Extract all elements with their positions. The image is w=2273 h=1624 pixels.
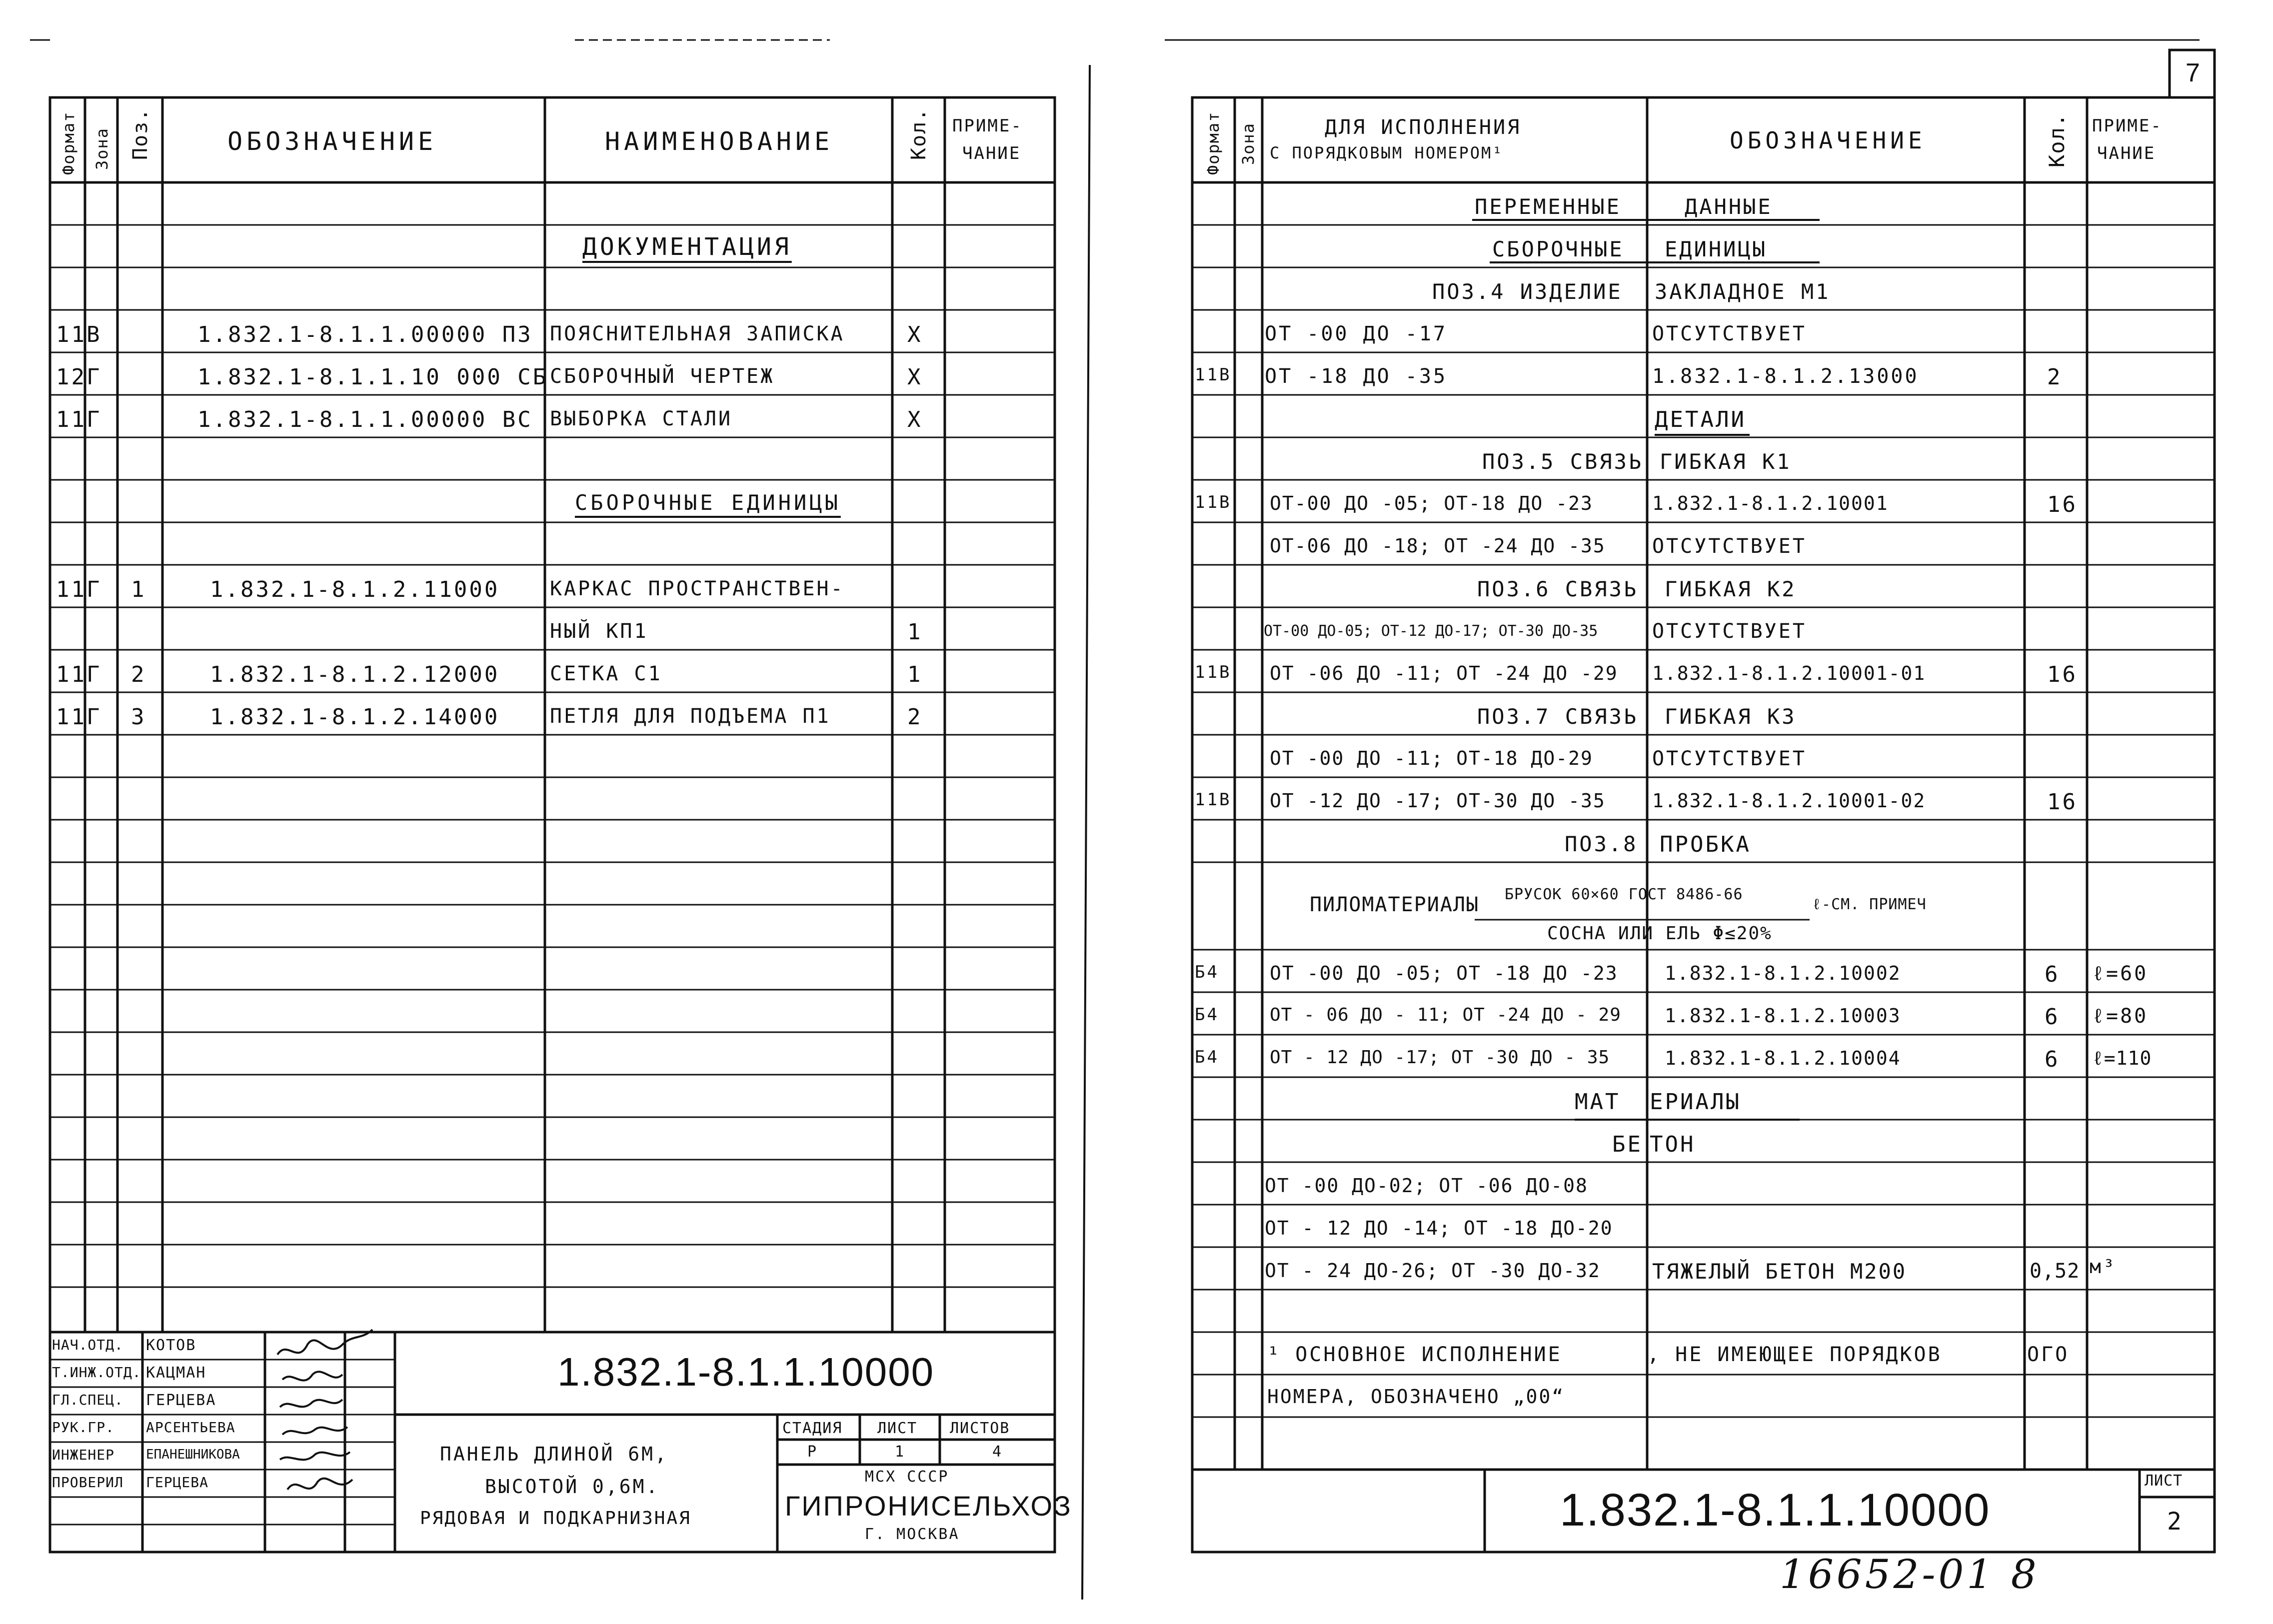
person: ЕПАНЕШНИКОВА (146, 1447, 240, 1462)
section-materials-b: ЕРИАЛЫ (1650, 1089, 1741, 1115)
row-designation: ОТСУТСТВУЕТ (1652, 322, 1807, 345)
col-note-header-2: ЧАНИЕ (2097, 143, 2156, 163)
role: НАЧ.ОТД. (52, 1337, 123, 1353)
row-pos: 2 (131, 662, 146, 687)
row-name: СБОРОЧНЫЙ ЧЕРТЕЖ (550, 365, 775, 388)
row-exec: ОТ - 12 ДО -14; ОТ -18 ДО-20 (1265, 1217, 1613, 1239)
stage-value: Р (807, 1443, 818, 1461)
sheet-value: 2 (2167, 1508, 2184, 1536)
footnote-line-1b: , НЕ ИМЕЮЩЕЕ ПОРЯДКОВ (1647, 1343, 1942, 1366)
col-format-header: Формат (59, 111, 78, 175)
role: Т.ИНЖ.ОТД. (52, 1364, 141, 1381)
row-designation: 1.832.1-8.1.2.10002 (1665, 962, 1901, 984)
desc-line: ПАНЕЛЬ ДЛИНОЙ 6М, (440, 1443, 668, 1465)
row-pos: 1 (131, 577, 146, 602)
row-exec: ОТ -18 ДО -35 (1265, 365, 1448, 388)
row-right-text: ЕДИНИЦЫ (1665, 237, 1768, 261)
row-format: 11В (56, 322, 102, 347)
row-left-text: ПОЗ.4 ИЗДЕЛИЕ (1432, 279, 1623, 304)
col-note-header-1: ПРИМЕ- (952, 116, 1023, 136)
row-qty: 6 (2045, 1047, 2060, 1072)
org-name: ГИПРОНИСЕЛЬХОЗ (785, 1490, 1072, 1522)
col-format-header: Формат (1204, 111, 1223, 175)
row-exec: ОТ - 12 ДО -17; ОТ -30 ДО - 35 (1270, 1047, 1610, 1068)
row-right-text: ДАННЫЕ (1685, 194, 1773, 219)
row-format: 11Г (56, 704, 102, 730)
row-designation: ОТСУТСТВУЕТ (1652, 620, 1807, 643)
col-zone-header: Зона (1239, 122, 1258, 165)
row-designation: 1.832.1-8.1.1.00000 ВС (197, 407, 533, 432)
col-note-header-2: ЧАНИЕ (962, 143, 1021, 163)
row-format: 11В (1195, 365, 1232, 385)
row-designation: ТЯЖЕЛЫЙ БЕТОН М200 (1652, 1259, 1907, 1284)
col-pos-header: Поз. (129, 107, 152, 160)
col-qty-header: Кол. (907, 107, 930, 160)
org-city: Г. МОСКВА (865, 1526, 960, 1543)
row-exec: ОТ -00 ДО -17 (1265, 322, 1448, 345)
row-note: ℓ=110 (2092, 1047, 2152, 1069)
row-designation: ОТСУТСТВУЕТ (1652, 747, 1807, 770)
row-right-text: ЗАКЛАДНОЕ М1 (1655, 279, 1831, 304)
row-name: ВЫБОРКА СТАЛИ (550, 407, 733, 430)
row-format: 11В (1195, 492, 1232, 512)
row-designation: 1.832.1-8.1.2.10001-01 (1652, 662, 1926, 684)
row-name: ПОЯСНИТЕЛЬНАЯ ЗАПИСКА (550, 322, 845, 345)
row-left-text: ПЕРЕМЕННЫЕ (1475, 194, 1621, 219)
row-exec: ОТ -06 ДО -11; ОТ -24 ДО -29 (1270, 662, 1618, 684)
row-designation: 1.832.1-8.1.2.11000 (210, 577, 500, 602)
row-exec: ОТ-00 ДО-05; ОТ-12 ДО-17; ОТ-30 ДО-35 (1264, 622, 1598, 640)
row-exec: ОТ -12 ДО -17; ОТ-30 ДО -35 (1270, 790, 1606, 812)
section-materials-a: МАТ (1575, 1089, 1621, 1115)
person: ГЕРЦЕВА (146, 1392, 216, 1409)
row-left-text: ПОЗ.5 СВЯЗЬ (1482, 449, 1644, 474)
row-format: 11Г (56, 407, 102, 432)
row-designation: 1.832.1-8.1.2.13000 (1652, 365, 1919, 388)
role: РУК.ГР. (52, 1419, 115, 1436)
row-format: 11Г (56, 662, 102, 687)
row-format: 11В (1195, 662, 1232, 682)
row-left-text: ПОЗ.8 (1565, 832, 1638, 856)
lumber-bottom: СОСНА ИЛИ ЕЛЬ Φ≤20% (1547, 923, 1772, 944)
row-qty: 6 (2045, 1004, 2060, 1030)
row-note: м³ (2090, 1256, 2117, 1278)
row-format: 11В (1195, 790, 1232, 810)
row-format: Б4 (1195, 1047, 1219, 1067)
row-exec: ОТ -00 ДО -05; ОТ -18 ДО -23 (1270, 962, 1618, 984)
row-note: ℓ=60 (2092, 962, 2149, 985)
row-exec: ОТ -00 ДО -11; ОТ-18 ДО-29 (1270, 747, 1593, 769)
row-qty: 16 (2047, 662, 2078, 687)
row-right-text: ПРОБКА (1660, 832, 1751, 857)
person: КОТОВ (146, 1337, 196, 1354)
lumber-tail: ℓ-СМ. ПРИМЕЧ (1812, 896, 1927, 913)
row-right-text: ДЕТАЛИ (1655, 407, 1746, 432)
row-qty: 2 (2047, 364, 2063, 390)
row-note: ℓ=80 (2092, 1005, 2149, 1028)
col-designation-header: ОБОЗНАЧЕНИЕ (227, 127, 437, 156)
sheet-header: ЛИСТ (2145, 1472, 2183, 1490)
inventory-number: 16652-01 8 (1780, 1551, 2040, 1598)
row-qty: Х (907, 407, 923, 432)
lumber-top: БРУСОК 60×60 ГОСТ 8486-66 (1505, 886, 1743, 903)
row-designation: 1.832.1-8.1.2.10003 (1665, 1005, 1901, 1027)
row-right-text: ГИБКАЯ К2 (1665, 577, 1797, 601)
row-name: НЫЙ КП1 (550, 620, 648, 643)
row-exec: ОТ-00 ДО -05; ОТ-18 ДО -23 (1270, 492, 1593, 514)
row-qty: Х (907, 322, 923, 347)
row-name: КАРКАС ПРОСТРАНСТВЕН- (550, 577, 845, 600)
person: ГЕРЦЕВА (146, 1474, 209, 1491)
signatures (267, 1310, 387, 1510)
row-qty: 2 (907, 704, 923, 730)
row-designation: 1.832.1-8.1.1.10 000 СБ (197, 364, 548, 390)
role: ГЛ.СПЕЦ. (52, 1392, 123, 1408)
row-designation: 1.832.1-8.1.2.10001-02 (1652, 790, 1926, 812)
lumber-label: ПИЛОМАТЕРИАЛЫ (1310, 893, 1480, 916)
row-name: СЕТКА С1 (550, 662, 662, 685)
desc-line: РЯДОВАЯ И ПОДКАРНИЗНАЯ (420, 1508, 691, 1529)
section-assemblies: СБОРОЧНЫЕ ЕДИНИЦЫ (575, 490, 841, 515)
row-exec: ОТ-06 ДО -18; ОТ -24 ДО -35 (1270, 535, 1606, 557)
col-qty-header: Кол. (2045, 112, 2069, 167)
row-designation: 1.832.1-8.1.1.00000 ПЗ (197, 322, 533, 347)
row-pos: 3 (131, 704, 146, 730)
section-concrete-a: БЕ (1612, 1132, 1643, 1157)
sheets-value: 4 (992, 1443, 1003, 1461)
row-right-text: ГИБКАЯ К1 (1660, 449, 1792, 474)
sheet-header: ЛИСТ (877, 1420, 918, 1437)
row-left-text: ПОЗ.7 СВЯЗЬ (1477, 704, 1639, 729)
row-format: Б4 (1195, 1005, 1219, 1025)
row-designation: 1.832.1-8.1.2.10001 (1652, 492, 1889, 514)
row-name: ПЕТЛЯ ДЛЯ ПОДЪЕМА П1 (550, 705, 831, 728)
row-qty: 16 (2047, 492, 2078, 517)
role: ПРОВЕРИЛ (52, 1474, 123, 1491)
footnote-line-2: НОМЕРА, ОБОЗНАЧЕНО „00“ (1267, 1386, 1565, 1408)
row-qty: Х (907, 364, 923, 390)
row-format: 11Г (56, 577, 102, 602)
row-right-text: ГИБКАЯ К3 (1665, 704, 1797, 729)
row-designation: 1.832.1-8.1.2.10004 (1665, 1047, 1901, 1069)
row-qty: 6 (2045, 962, 2060, 987)
stage-header: СТАДИЯ (782, 1420, 843, 1437)
row-exec: ОТ -00 ДО-02; ОТ -06 ДО-08 (1265, 1175, 1588, 1197)
section-documentation: ДОКУМЕНТАЦИЯ (582, 233, 792, 261)
row-exec: ОТ - 24 ДО-26; ОТ -30 ДО-32 (1265, 1260, 1601, 1282)
row-qty: 0,52 (2030, 1260, 2080, 1283)
col-zone-header: Зона (92, 127, 111, 170)
row-left-text: СБОРОЧНЫЕ (1492, 237, 1624, 261)
sheet-value: 1 (895, 1443, 906, 1461)
col-designation-header: ОБОЗНАЧЕНИЕ (1730, 127, 1926, 154)
row-qty: 1 (907, 662, 923, 687)
row-left-text: ПОЗ.6 СВЯЗЬ (1477, 577, 1639, 601)
col-exec-header-1: ДЛЯ ИСПОЛНЕНИЯ (1325, 116, 1522, 139)
sheets-header: ЛИСТОВ (950, 1420, 1010, 1437)
row-format: 12Г (56, 364, 102, 390)
person: АРСЕНТЬЕВА (146, 1419, 235, 1436)
row-designation: 1.832.1-8.1.2.14000 (210, 704, 500, 730)
col-exec-header-2: С ПОРЯДКОВЫМ НОМЕРОМ¹ (1270, 143, 1504, 162)
row-format: Б4 (1195, 962, 1219, 982)
row-designation: 1.832.1-8.1.2.12000 (210, 662, 500, 687)
page-number: 7 (2186, 58, 2202, 87)
footnote-line-1a: ¹ ОСНОВНОЕ ИСПОЛНЕНИЕ (1267, 1343, 1562, 1366)
person: КАЦМАН (146, 1364, 206, 1382)
row-qty: 16 (2047, 789, 2078, 815)
desc-line: ВЫСОТОЙ 0,6М. (485, 1476, 660, 1498)
org-ministry: МСХ СССР (865, 1468, 949, 1486)
section-concrete-b: ТОН (1650, 1132, 1696, 1157)
row-exec: ОТ - 06 ДО - 11; ОТ -24 ДО - 29 (1270, 1005, 1621, 1025)
role: ИНЖЕНЕР (52, 1447, 115, 1463)
row-designation: ОТСУТСТВУЕТ (1652, 535, 1807, 558)
document-code: 1.832.1-8.1.1.10000 (557, 1350, 935, 1394)
row-qty: 1 (907, 619, 923, 645)
col-name-header: НАИМЕНОВАНИЕ (605, 127, 834, 156)
document-code: 1.832.1-8.1.1.10000 (1560, 1485, 1991, 1536)
footnote-line-1c: ОГО (2027, 1343, 2070, 1366)
col-note-header-1: ПРИМЕ- (2092, 116, 2163, 136)
